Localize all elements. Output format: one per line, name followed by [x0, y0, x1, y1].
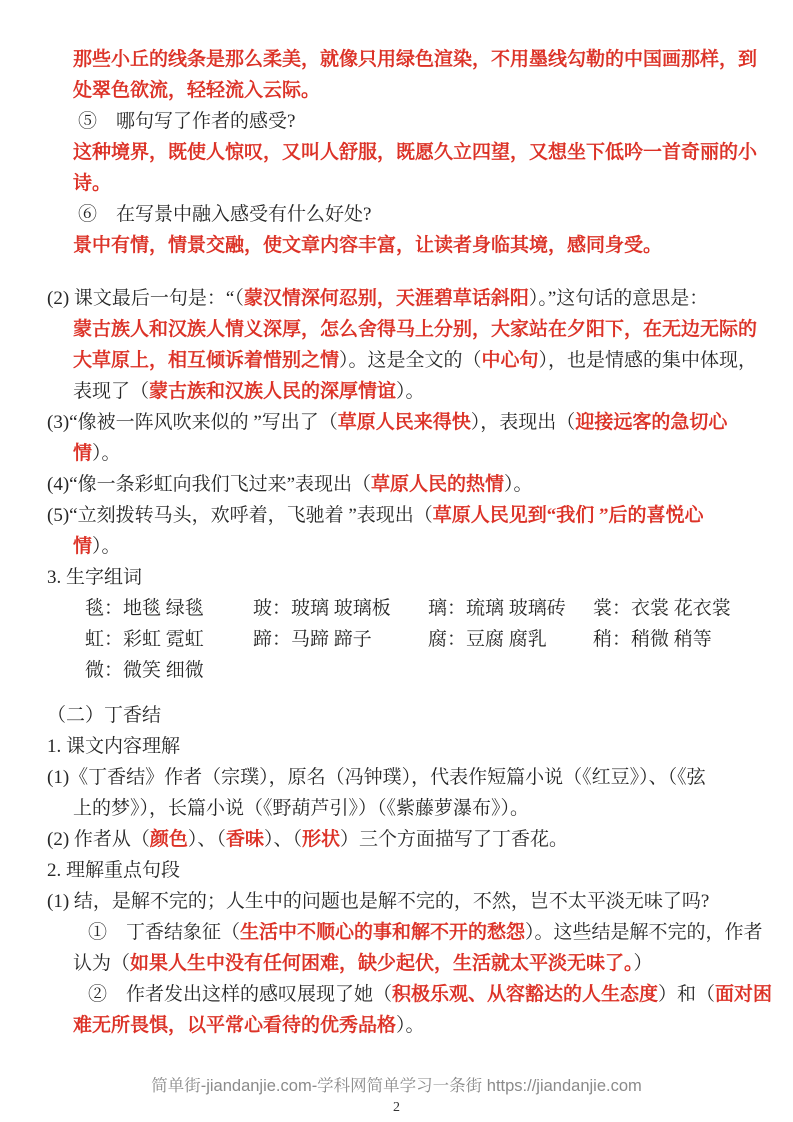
text-run: 景中有情，情景交融，使文章内容丰富，让读者身临其境，感同身受。 — [73, 235, 663, 256]
text-line — [0, 531, 793, 562]
section-lilac-knot — [0, 700, 793, 1041]
text-run: 形状 — [301, 829, 340, 850]
vocab-cell: 虹：彩虹 霓虹 — [85, 629, 204, 650]
vocab-cell: 毯：地毯 绿毯 — [85, 598, 204, 619]
text-line — [0, 469, 793, 500]
vocab-cell: 腐：豆腐 腐乳 — [428, 629, 547, 650]
text-run: 颜色 — [149, 829, 188, 850]
text-run: 上的梦》），长篇小说（《野葫芦引》）（《紫藤萝瀑布》）。 — [73, 798, 530, 819]
text-run: ）。”这句话的意思是： — [528, 288, 709, 309]
text-run: ），表现出（ — [470, 412, 576, 433]
text-line — [0, 314, 793, 345]
text-run: 草原人民来得快 — [337, 412, 471, 433]
text-run: 迎接远客的急切心 — [575, 412, 728, 433]
text-run: ）、（ — [187, 829, 226, 850]
text-line — [0, 407, 793, 438]
text-run: ）、（ — [263, 829, 302, 850]
text-run: (2) 作者从（ — [47, 829, 150, 850]
text-line — [0, 886, 793, 917]
text-line — [0, 1010, 793, 1041]
text-line — [0, 824, 793, 855]
text-run: 处翠色欲流，轻轻流入云际。 — [73, 80, 321, 101]
section-grassland-reading-qa — [0, 44, 793, 261]
text-run: ） — [633, 953, 653, 974]
footer-site-line: 简单街-jiandanjie.com-学科网简单学习一条街 https://jiandanjie.com — [151, 1077, 642, 1095]
text-run: ）。 — [92, 443, 121, 464]
text-line — [0, 106, 793, 137]
text-run: ）。 — [396, 1015, 425, 1036]
text-run: 3. 生字组词 — [47, 567, 143, 588]
text-run: 诗。 — [73, 173, 112, 194]
text-run: （二）丁香结 — [47, 705, 162, 726]
text-run: 认为（ — [73, 953, 131, 974]
text-run: ）。这些结是解不完的，作者 — [525, 922, 763, 943]
text-line — [0, 731, 793, 762]
page-number: 2 — [393, 1100, 400, 1115]
vocab-cell: 稍：稍微 稍等 — [593, 629, 712, 650]
text-line — [0, 345, 793, 376]
text-line — [0, 793, 793, 824]
text-run: 如果人生中没有任何困难，缺少起伏，生活就太平淡无味了。 — [130, 953, 634, 974]
text-line — [0, 979, 793, 1010]
text-run: 1. 课文内容理解 — [47, 736, 181, 757]
text-run: ）和（ — [658, 984, 716, 1005]
text-run: 面对困 — [715, 984, 773, 1005]
text-line — [0, 500, 793, 531]
vocab-cell: 微：微笑 细微 — [85, 660, 204, 681]
text-run: 情 — [73, 536, 93, 557]
text-line — [0, 948, 793, 979]
text-run: ① 丁香结象征（ — [88, 922, 241, 943]
text-run: 蒙汉情深何忍别，天涯碧草话斜阳 — [243, 288, 529, 309]
text-line — [0, 44, 793, 75]
text-run: 香味 — [225, 829, 264, 850]
vocab-cell: 蹄：马蹄 蹄子 — [253, 629, 372, 650]
text-line — [0, 593, 793, 624]
text-line — [0, 624, 793, 655]
text-run: (1)《丁香结》作者（宗璞），原名（冯钟璞），代表作短篇小说（《红豆》）、（《弦 — [47, 767, 706, 788]
text-run: (3)“像被一阵风吹来似的 ”写出了（ — [47, 412, 338, 433]
text-line — [0, 762, 793, 793]
text-line — [0, 199, 793, 230]
text-run: (2) 课文最后一句是：“（ — [47, 288, 244, 309]
text-run: 积极乐观、从容豁达的人生态度 — [392, 984, 659, 1005]
text-run: ）。 — [396, 381, 425, 402]
vocab-cell: 裳：衣裳 花衣裳 — [593, 598, 731, 619]
text-line — [0, 700, 793, 731]
text-run: ）。这是全文的（ — [339, 350, 482, 371]
text-run: 草原人民见到“我们 ”后的喜悦心 — [432, 505, 704, 526]
text-line — [0, 438, 793, 469]
text-line — [0, 283, 793, 314]
text-run: ⑤ 哪句写了作者的感受? — [78, 111, 296, 132]
text-line — [0, 230, 793, 261]
text-run: (1) 结，是解不完的；人生中的问题也是解不完的，不然，岂不太平淡无味了吗? — [47, 891, 710, 912]
text-run: 那些小丘的线条是那么柔美，就像只用绿色渲染，不用墨线勾勒的中国画那样，到 — [73, 49, 758, 70]
text-line — [0, 562, 793, 593]
text-run: 生活中不顺心的事和解不开的愁怨 — [240, 922, 526, 943]
text-line — [0, 137, 793, 168]
text-run: ），也是情感的集中体现， — [538, 350, 758, 371]
section-grassland-sentences-and-vocab — [0, 283, 793, 686]
text-run: 这种境界，既使人惊叹，又叫人舒服，既愿久立四望，又想坐下低吟一首奇丽的小 — [73, 142, 758, 163]
text-line — [0, 917, 793, 948]
text-line — [0, 855, 793, 886]
text-run: 2. 理解重点句段 — [47, 860, 181, 881]
text-line — [0, 376, 793, 407]
vocab-cell: 玻：玻璃 玻璃板 — [253, 598, 391, 619]
text-line — [0, 75, 793, 106]
text-run: 难无所畏惧，以平常心看待的优秀品格 — [73, 1015, 397, 1036]
text-line — [0, 655, 793, 686]
text-run: 草原人民的热情 — [371, 474, 505, 495]
text-run: ）三个方面描写了丁香花。 — [339, 829, 568, 850]
text-run: 中心句 — [481, 350, 539, 371]
text-line — [0, 168, 793, 199]
vocab-cell: 璃：琉璃 玻璃砖 — [428, 598, 566, 619]
text-run: ② 作者发出这样的感叹展现了她（ — [88, 984, 393, 1005]
text-run: ）。 — [504, 474, 533, 495]
text-run: (5)“立刻拨转马头，欢呼着，飞驰着 ”表现出（ — [47, 505, 433, 526]
text-run: 大草原上，相互倾诉着惜别之情 — [73, 350, 340, 371]
text-run: 表现了（ — [73, 381, 150, 402]
text-run: (4)“像一条彩虹向我们飞过来”表现出（ — [47, 474, 372, 495]
text-run: 蒙古族和汉族人民的深厚情谊 — [149, 381, 397, 402]
text-run: ）。 — [92, 536, 121, 557]
text-run: 蒙古族人和汉族人情义深厚，怎么舍得马上分别，大家站在夕阳下，在无边无际的 — [73, 319, 758, 340]
text-run: 情 — [73, 443, 93, 464]
text-run: ⑥ 在写景中融入感受有什么好处? — [78, 204, 372, 225]
